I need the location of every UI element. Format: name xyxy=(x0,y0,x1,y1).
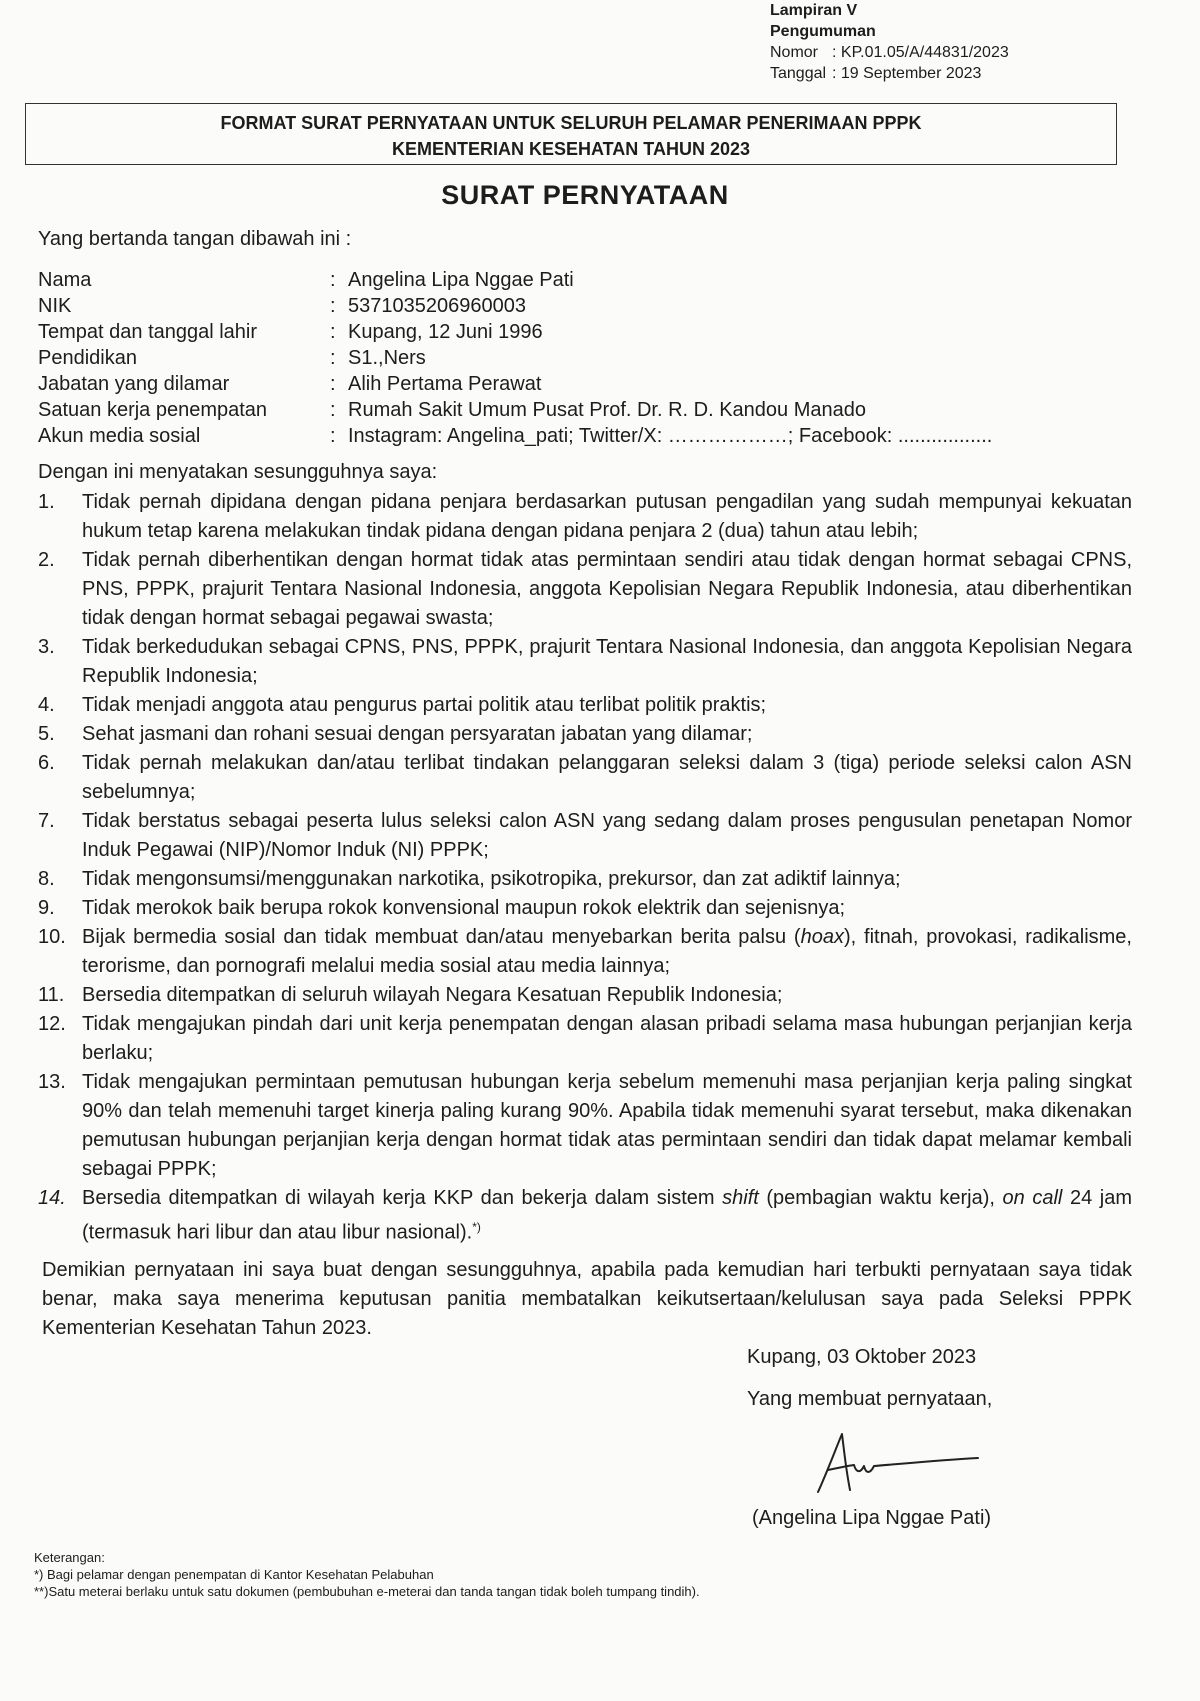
format-title-line1: FORMAT SURAT PERNYATAAN UNTUK SELURUH PELAMAR PENERIMAAN PPPK xyxy=(220,113,922,133)
lampiran-subtitle: Pengumuman xyxy=(770,23,876,40)
footnote-marker: *) xyxy=(472,1220,481,1234)
identity-value: S1.,Ners xyxy=(348,347,426,369)
identity-colon: : xyxy=(330,399,336,421)
item-text: Bersedia ditempatkan di seluruh wilayah Negara Kesatuan Republik Indonesia; xyxy=(82,984,783,1006)
identity-colon: : xyxy=(330,347,336,369)
identity-label: Nama xyxy=(38,269,92,291)
item-number: 4. xyxy=(38,694,55,716)
list-item xyxy=(38,691,1132,720)
item-text: Sehat jasmani dan rohani sesuai dengan persyaratan jabatan yang dilamar; xyxy=(82,723,753,745)
item-text-italic: hoax xyxy=(800,926,844,948)
note-1: *) Bagi pelamar dengan penempatan di Kantor Kesehatan Pelabuhan xyxy=(34,1567,434,1582)
item-text xyxy=(82,923,1132,981)
list-item xyxy=(38,894,1132,923)
list-item xyxy=(38,546,1132,633)
identity-value: Alih Pertama Perawat xyxy=(348,373,542,395)
item-number: 6. xyxy=(38,752,55,774)
identity-colon: : xyxy=(330,295,336,317)
notes-title: Keterangan: xyxy=(34,1550,105,1565)
identity-colon: : xyxy=(330,425,336,447)
item-number: 14. xyxy=(38,1187,66,1209)
format-title-box xyxy=(25,103,1117,165)
notes-block xyxy=(34,1549,700,1600)
list-item xyxy=(38,488,1132,546)
item-text-part: Bijak bermedia sosial dan tidak membuat dan/atau menyebarkan berita palsu ( xyxy=(82,926,801,948)
identity-colon: : xyxy=(330,373,336,395)
signature-image xyxy=(810,1430,980,1500)
identity-value: Rumah Sakit Umum Pusat Prof. Dr. R. D. Kandou Manado xyxy=(348,399,866,421)
identity-value: 5371035206960003 xyxy=(348,295,526,317)
item-text-part: ), fitnah, provokasi, radikalisme, terorisme, dan pornografi melalui media sosial atau media lainnya; xyxy=(82,926,1132,977)
item-text: Tidak merokok baik berupa rokok konvensional maupun rokok elektrik dan sejenisnya; xyxy=(82,897,845,919)
signature-name: (Angelina Lipa Nggae Pati) xyxy=(752,1507,992,1529)
item-number: 12. xyxy=(38,1013,66,1035)
identity-value: Instagram: Angelina_pati; Twitter/X: ………………; Facebook: ................. xyxy=(348,425,993,447)
item-text: Tidak pernah dipidana dengan pidana penjara berdasarkan putusan pengadilan yang sudah mempunyai kekuatan hukum tetap karena melakukan tindak pidana dengan pidana penjara 2 (dua) tahun atau lebih; xyxy=(82,491,1132,542)
item-text-part: Bersedia ditempatkan di wilayah kerja KKP dan bekerja dalam sistem xyxy=(82,1187,723,1209)
lampiran-title: Lampiran V xyxy=(770,2,858,19)
item-number: 8. xyxy=(38,868,55,890)
format-title-line2: KEMENTERIAN KESEHATAN TAHUN 2023 xyxy=(391,139,751,159)
item-text-italic: shift xyxy=(722,1187,759,1209)
item-number: 5. xyxy=(38,723,55,745)
identity-value: Angelina Lipa Nggae Pati xyxy=(348,269,574,291)
item-number: 3. xyxy=(38,636,55,658)
list-item xyxy=(38,1068,1132,1184)
item-text: Tidak menjadi anggota atau pengurus partai politik atau terlibat politik praktis; xyxy=(82,694,767,716)
identity-row xyxy=(38,293,992,319)
maker-label: Yang membuat pernyataan, xyxy=(747,1388,993,1410)
identity-table xyxy=(38,267,992,449)
identity-row xyxy=(38,319,992,345)
item-number: 11. xyxy=(38,984,65,1006)
item-number: 9. xyxy=(38,897,55,919)
item-text: Tidak mengajukan permintaan pemutusan hubungan kerja sebelum memenuhi masa perjanjian kerja paling singkat 90% dan telah memenuhi target kinerja paling kurang 90%. Apabila tidak memenuhi syarat tersebut, maka dikenakan pemutusan hubungan perjanjian kerja dengan hormat tidak atas permintaan sendiri dan tidak dapat melamar kembali sebagai PPPK; xyxy=(82,1071,1132,1180)
nomor-value: : KP.01.05/A/44831/2023 xyxy=(832,44,1009,61)
item-text xyxy=(82,1184,1132,1248)
identity-row xyxy=(38,267,992,293)
item-text: Tidak mengonsumsi/menggunakan narkotika, psikotropika, prekursor, dan zat adiktif lainnya; xyxy=(82,868,901,890)
nomor-label: Nomor xyxy=(770,44,819,61)
identity-row xyxy=(38,397,992,423)
identity-label: Pendidikan xyxy=(38,347,137,369)
identity-colon: : xyxy=(330,269,336,291)
item-text: Tidak berstatus sebagai peserta lulus seleksi calon ASN yang sedang dalam proses pengusulan penetapan Nomor Induk Pegawai (NIP)/Nomor Induk (NI) PPPK; xyxy=(82,810,1132,861)
intro-text: Yang bertanda tangan dibawah ini : xyxy=(38,228,352,250)
item-number: 2. xyxy=(38,549,55,571)
identity-label: NIK xyxy=(38,295,72,317)
list-item xyxy=(38,865,1132,894)
identity-value: Kupang, 12 Juni 1996 xyxy=(348,321,543,343)
identity-row xyxy=(38,423,992,449)
tanggal-label: Tanggal xyxy=(770,65,827,82)
item-text-part: (pembagian waktu kerja), xyxy=(758,1187,1003,1209)
item-text: Tidak mengajukan pindah dari unit kerja penempatan dengan alasan pribadi selama masa hubungan perjanjian kerja berlaku; xyxy=(82,1013,1132,1064)
list-item xyxy=(38,633,1132,691)
list-item xyxy=(38,807,1132,865)
identity-row xyxy=(38,345,992,371)
note-2: **)Satu meterai berlaku untuk satu dokumen (pembubuhan e-meterai dan tanda tangan tidak boleh tumpang tindih). xyxy=(34,1584,700,1599)
item-text: Tidak pernah melakukan dan/atau terlibat tindakan pelanggaran seleksi dalam 3 (tiga) periode seleksi calon ASN sebelumnya; xyxy=(82,752,1132,803)
closing-paragraph: Demikian pernyataan ini saya buat dengan sesungguhnya, apabila pada kemudian hari terbukti pernyataan saya tidak benar, maka saya menerima keputusan panitia membatalkan keikutsertaan/kelulusan saya pada Seleksi PPPK Kementerian Kesehatan Tahun 2023. xyxy=(42,1259,1132,1339)
list-item xyxy=(38,720,1132,749)
identity-row xyxy=(38,371,992,397)
identity-label: Jabatan yang dilamar xyxy=(38,373,230,395)
identity-label: Tempat dan tanggal lahir xyxy=(38,321,258,343)
identity-colon: : xyxy=(330,321,336,343)
item-number: 13. xyxy=(38,1071,66,1093)
item-number: 7. xyxy=(38,810,55,832)
item-text: Tidak berkedudukan sebagai CPNS, PNS, PPPK, prajurit Tentara Nasional Indonesia, dan anggota Kepolisian Negara Republik Indonesia; xyxy=(82,636,1132,687)
item-text-italic: on call xyxy=(1002,1187,1063,1209)
document-heading: SURAT PERNYATAAN xyxy=(441,180,729,210)
declaration-intro: Dengan ini menyatakan sesungguhnya saya: xyxy=(38,461,438,483)
tanggal-value: : 19 September 2023 xyxy=(832,65,982,82)
identity-label: Akun media sosial xyxy=(38,425,201,447)
item-number: 1. xyxy=(38,491,55,513)
list-item xyxy=(38,981,1132,1010)
list-item xyxy=(38,749,1132,807)
item-number: 10. xyxy=(38,926,66,948)
tanggal-row xyxy=(770,63,1009,84)
list-item xyxy=(38,923,1132,981)
list-item xyxy=(38,1184,1132,1248)
identity-label: Satuan kerja penempatan xyxy=(38,399,268,421)
lampiran-block xyxy=(770,0,1009,84)
declaration-list xyxy=(38,488,1132,1248)
list-item xyxy=(38,1010,1132,1068)
place-date: Kupang, 03 Oktober 2023 xyxy=(747,1346,977,1368)
nomor-row xyxy=(770,42,1009,63)
item-text: Tidak pernah diberhentikan dengan hormat tidak atas permintaan sendiri atau tidak dengan hormat sebagai CPNS, PNS, PPPK, prajurit Tentara Nasional Indonesia, anggota Kepolisian Negara Republik Indonesia, atau diberhentikan tidak dengan hormat sebagai pegawai swasta; xyxy=(82,549,1132,629)
item-text-part: 24 jam (termasuk hari libur dan atau libur nasional). xyxy=(82,1187,1133,1244)
